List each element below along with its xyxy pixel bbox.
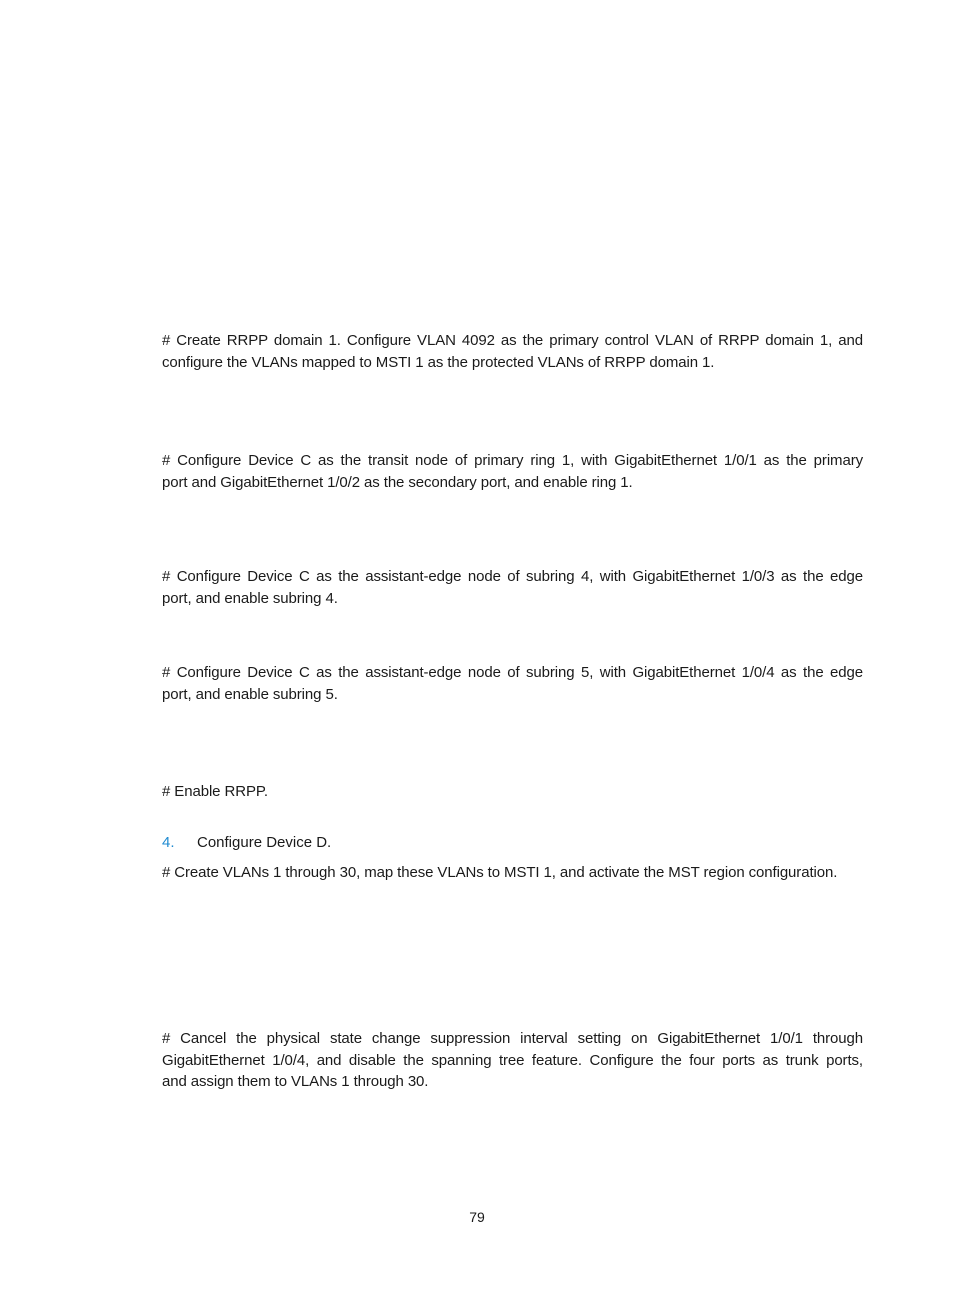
paragraph-line: # Configure Device C as the assistant-edge node of subring 5, with GigabitEthernet 1/0/4 as the edge xyxy=(162,664,863,681)
paragraph-line: port, and enable subring 5. xyxy=(162,685,338,703)
paragraph-line: # Configure Device C as the assistant-edge node of subring 4, with GigabitEthernet 1/0/3 as the edge xyxy=(162,568,863,585)
step-number: 4. xyxy=(162,834,175,851)
paragraph-line: # Cancel the physical state change suppression interval setting on GigabitEthernet 1/0/1 through xyxy=(162,1030,863,1047)
paragraph-subring-4 xyxy=(162,566,863,609)
paragraph-transit-node xyxy=(162,450,863,493)
paragraph-line: # Configure Device C as the transit node of primary ring 1, with GigabitEthernet 1/0/1 as the primary xyxy=(162,452,863,469)
paragraph-line: GigabitEthernet 1/0/4, and disable the spanning tree feature. Configure the four ports as trunk ports, xyxy=(162,1051,863,1069)
step-label: Configure Device D. xyxy=(197,834,332,851)
paragraph-line: configure the VLANs mapped to MSTI 1 as the protected VLANs of RRPP domain 1. xyxy=(162,353,715,371)
paragraph-line: and assign them to VLANs 1 through 30. xyxy=(162,1073,429,1090)
paragraph-line: port, and enable subring 4. xyxy=(162,589,338,607)
page-number: 79 xyxy=(469,1209,485,1225)
paragraph-create-vlans xyxy=(162,862,863,884)
paragraph-line: # Create VLANs 1 through 30, map these VLANs to MSTI 1, and activate the MST region configuration. xyxy=(162,864,838,881)
paragraph-line: port and GigabitEthernet 1/0/2 as the secondary port, and enable ring 1. xyxy=(162,473,633,491)
paragraph-create-rrpp-domain xyxy=(162,330,863,373)
step-heading xyxy=(162,832,331,854)
paragraph-line: # Create RRPP domain 1. Configure VLAN 4092 as the primary control VLAN of RRPP domain 1, and xyxy=(162,332,863,349)
paragraph-subring-5 xyxy=(162,662,863,705)
paragraph-enable-rrpp xyxy=(162,781,863,803)
paragraph-line: # Enable RRPP. xyxy=(162,783,268,800)
paragraph-cancel-suppression xyxy=(162,1028,863,1093)
